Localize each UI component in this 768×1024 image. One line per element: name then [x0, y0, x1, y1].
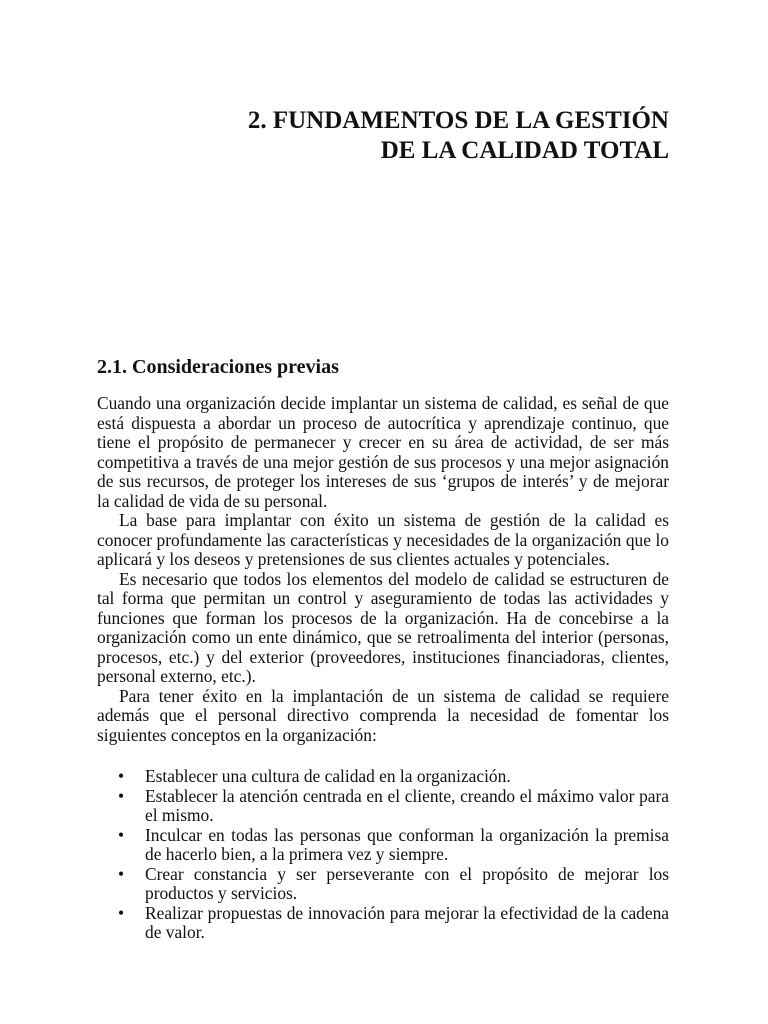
- list-item: [97, 767, 669, 787]
- section-heading: 2.1. Consideraciones previas: [97, 356, 339, 378]
- chapter-title: [248, 106, 669, 166]
- bullet-icon: •: [118, 824, 125, 845]
- list-item: [97, 787, 669, 826]
- list-item: [97, 865, 669, 904]
- list-item: [97, 904, 669, 943]
- bullet-icon: •: [118, 785, 125, 806]
- paragraph-3: Es necesario que todos los elementos del modelo de calidad se estructuren de tal forma que permitan un control y aseguramiento de todas las actividades y funciones que forman los procesos de la organización. Ha de concebirse a la organización como un ente dinámico, que se retroalimenta del interior (personas, procesos, etc.) y del exterior (proveedores, instituciones financiadoras, clientes, personal externo, etc.).: [97, 568, 669, 686]
- bullet-icon: •: [118, 766, 125, 786]
- list-item-text: Establecer la atención centrada en el cliente, creando el máximo valor para el mismo.: [145, 785, 669, 825]
- paragraph-2: La base para implantar con éxito un sistema de gestión de la calidad es conocer profundamente las características y necesidades de la organización que lo aplicará y los deseos y pretensiones de sus clientes actuales y potenciales.: [97, 510, 669, 569]
- list-item-text: Crear constancia y ser perseverante con el propósito de mejorar los productos y servicios.: [145, 863, 669, 903]
- paragraph-4: Para tener éxito en la implantación de un sistema de calidad se requiere además que el personal directivo comprenda la necesidad de fomentar los siguientes conceptos en la organización:: [97, 685, 669, 745]
- paragraph-1: Cuando una organización decide implantar un sistema de calidad, es señal de que está dispuesta a abordar un proceso de autocrítica y aprendizaje continuo, que tiene el propósito de permanecer y crecer en su área de actividad, de ser más competitiva a través de una mejor gestión de sus procesos y una mejor asignación de sus recursos, de proteger los intereses de sus ‘grupos de interés’ y de mejorar la calidad de vida de su personal.: [97, 393, 669, 511]
- bullet-list: [97, 767, 669, 943]
- chapter-title-line-2: DE LA CALIDAD TOTAL: [380, 137, 669, 164]
- list-item: [97, 826, 669, 865]
- body-text: [97, 394, 669, 943]
- list-item-text: Establecer una cultura de calidad en la organización.: [145, 766, 511, 786]
- list-item-text: Realizar propuestas de innovación para mejorar la efectividad de la cadena de valor.: [145, 902, 669, 942]
- bullet-icon: •: [118, 863, 125, 884]
- list-item-text: Inculcar en todas las personas que conforman la organización la premisa de hacerlo bien, a la primera vez y siempre.: [145, 824, 669, 864]
- chapter-title-line-1: 2. FUNDAMENTOS DE LA GESTIÓN: [247, 107, 669, 134]
- bullet-icon: •: [118, 902, 125, 923]
